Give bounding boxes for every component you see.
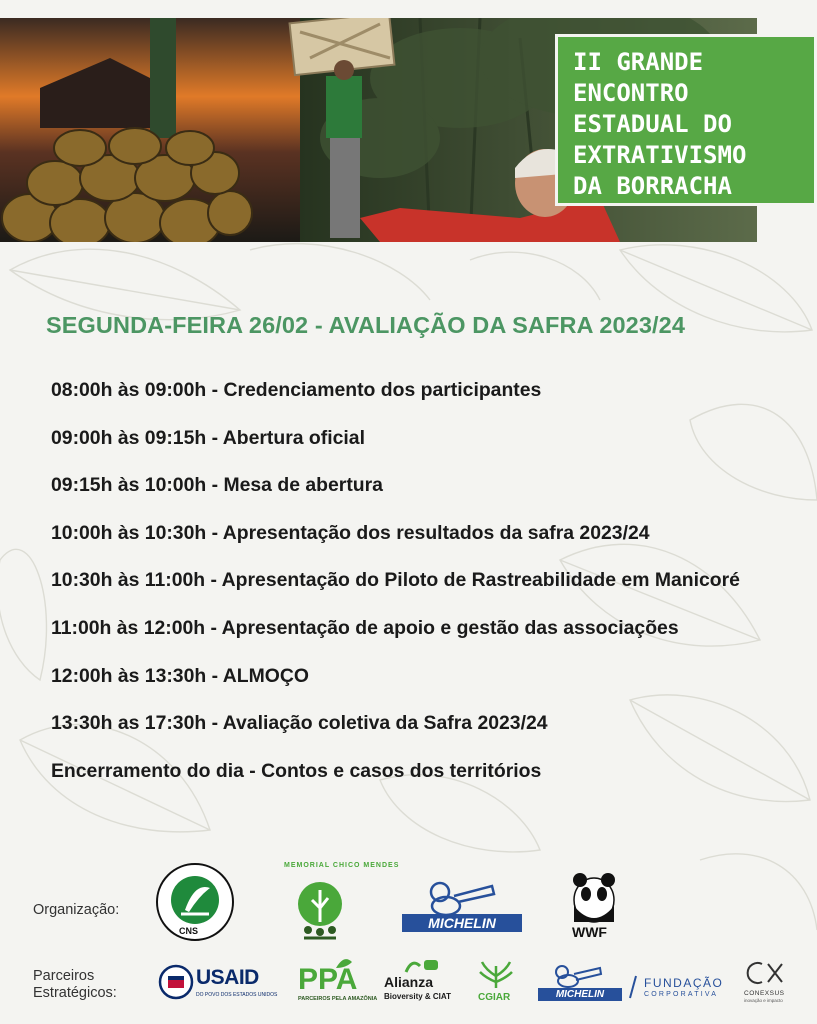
alianza-logo bbox=[380, 958, 464, 1006]
event-title-line: EXTRATIVISMO bbox=[573, 141, 747, 169]
usaid-subtitle: DO POVO DOS ESTADOS UNIDOS bbox=[196, 992, 278, 998]
usaid-logo bbox=[158, 964, 278, 1006]
parceiros-label: Parceiros bbox=[33, 968, 95, 984]
wwf-wordmark: WWF bbox=[572, 924, 607, 940]
alianza-wordmark: Alianza bbox=[384, 974, 434, 990]
cns-logo bbox=[155, 862, 235, 942]
michelin-wordmark: MICHELIN bbox=[402, 914, 522, 932]
conexsus-logo bbox=[740, 958, 800, 1008]
agenda-item: 13:30h as 17:30h - Avaliação coletiva da Safra 2023/24 bbox=[51, 712, 548, 735]
alianza-subtitle: Bioversity & CIAT bbox=[384, 992, 451, 1001]
footer-sponsors bbox=[0, 860, 817, 1024]
event-title-line: DA BORRACHA bbox=[573, 172, 732, 200]
ppa-wordmark: PPA bbox=[298, 963, 358, 996]
event-title-line: ESTADUAL DO bbox=[573, 110, 732, 138]
organizacao-label: Organização: bbox=[33, 902, 120, 918]
fundacao-subtitle: CORPORATIVA bbox=[644, 991, 719, 998]
michelin-logo bbox=[402, 878, 522, 934]
agenda-item: Encerramento do dia - Contos e casos dos territórios bbox=[51, 759, 542, 782]
agenda-item: 08:00h às 09:00h - Credenciamento dos participantes bbox=[51, 379, 542, 401]
conexsus-wordmark: CONEXSUS bbox=[744, 990, 785, 997]
conexsus-subtitle: inovação e impacto bbox=[744, 998, 783, 1003]
event-title-line: II GRANDE bbox=[573, 48, 704, 76]
michelin-partner-logo bbox=[538, 964, 622, 1006]
usaid-wordmark: USAID bbox=[196, 966, 259, 989]
ppa-subtitle: PARCEIROS PELA AMAZÔNIA bbox=[298, 996, 378, 1002]
agenda-item: 12:00h às 13:30h - ALMOÇO bbox=[51, 664, 309, 687]
estrategicos-label: Estratégicos: bbox=[33, 985, 117, 1001]
day-heading: SEGUNDA-FEIRA 26/02 - AVALIAÇÃO DA SAFRA 2023/24 bbox=[46, 312, 685, 338]
agenda-item: 10:00h às 10:30h - Apresentação dos resultados da safra 2023/24 bbox=[51, 521, 650, 544]
cgiar-wordmark: CGIAR bbox=[478, 992, 511, 1003]
fundacao-wordmark: FUNDAÇÃO bbox=[644, 976, 724, 990]
memorial-chico-mendes-logo bbox=[278, 860, 400, 944]
agenda-item: 09:15h às 10:00h - Mesa de abertura bbox=[51, 474, 383, 497]
cgiar-logo bbox=[474, 960, 518, 1006]
event-title-box bbox=[555, 34, 817, 206]
ppa-logo bbox=[298, 956, 378, 1008]
event-title-line: ENCONTRO bbox=[573, 79, 689, 107]
agenda-item: 09:00h às 09:15h - Abertura oficial bbox=[51, 426, 365, 449]
agenda-item: 10:30h às 11:00h - Apresentação do Piloto de Rastreabilidade em Manicoré bbox=[51, 569, 740, 592]
michelin-partner-wordmark: MICHELIN bbox=[538, 988, 622, 1001]
memorial-text: MEMORIAL CHICO MENDES bbox=[284, 862, 400, 869]
wwf-logo bbox=[566, 870, 622, 942]
fundacao-logo bbox=[628, 974, 732, 1006]
agenda-item: 11:00h às 12:00h - Apresentação de apoio e gestão das associações bbox=[51, 616, 679, 639]
agenda-list bbox=[51, 376, 740, 804]
cns-abbr: CNS bbox=[179, 926, 199, 936]
